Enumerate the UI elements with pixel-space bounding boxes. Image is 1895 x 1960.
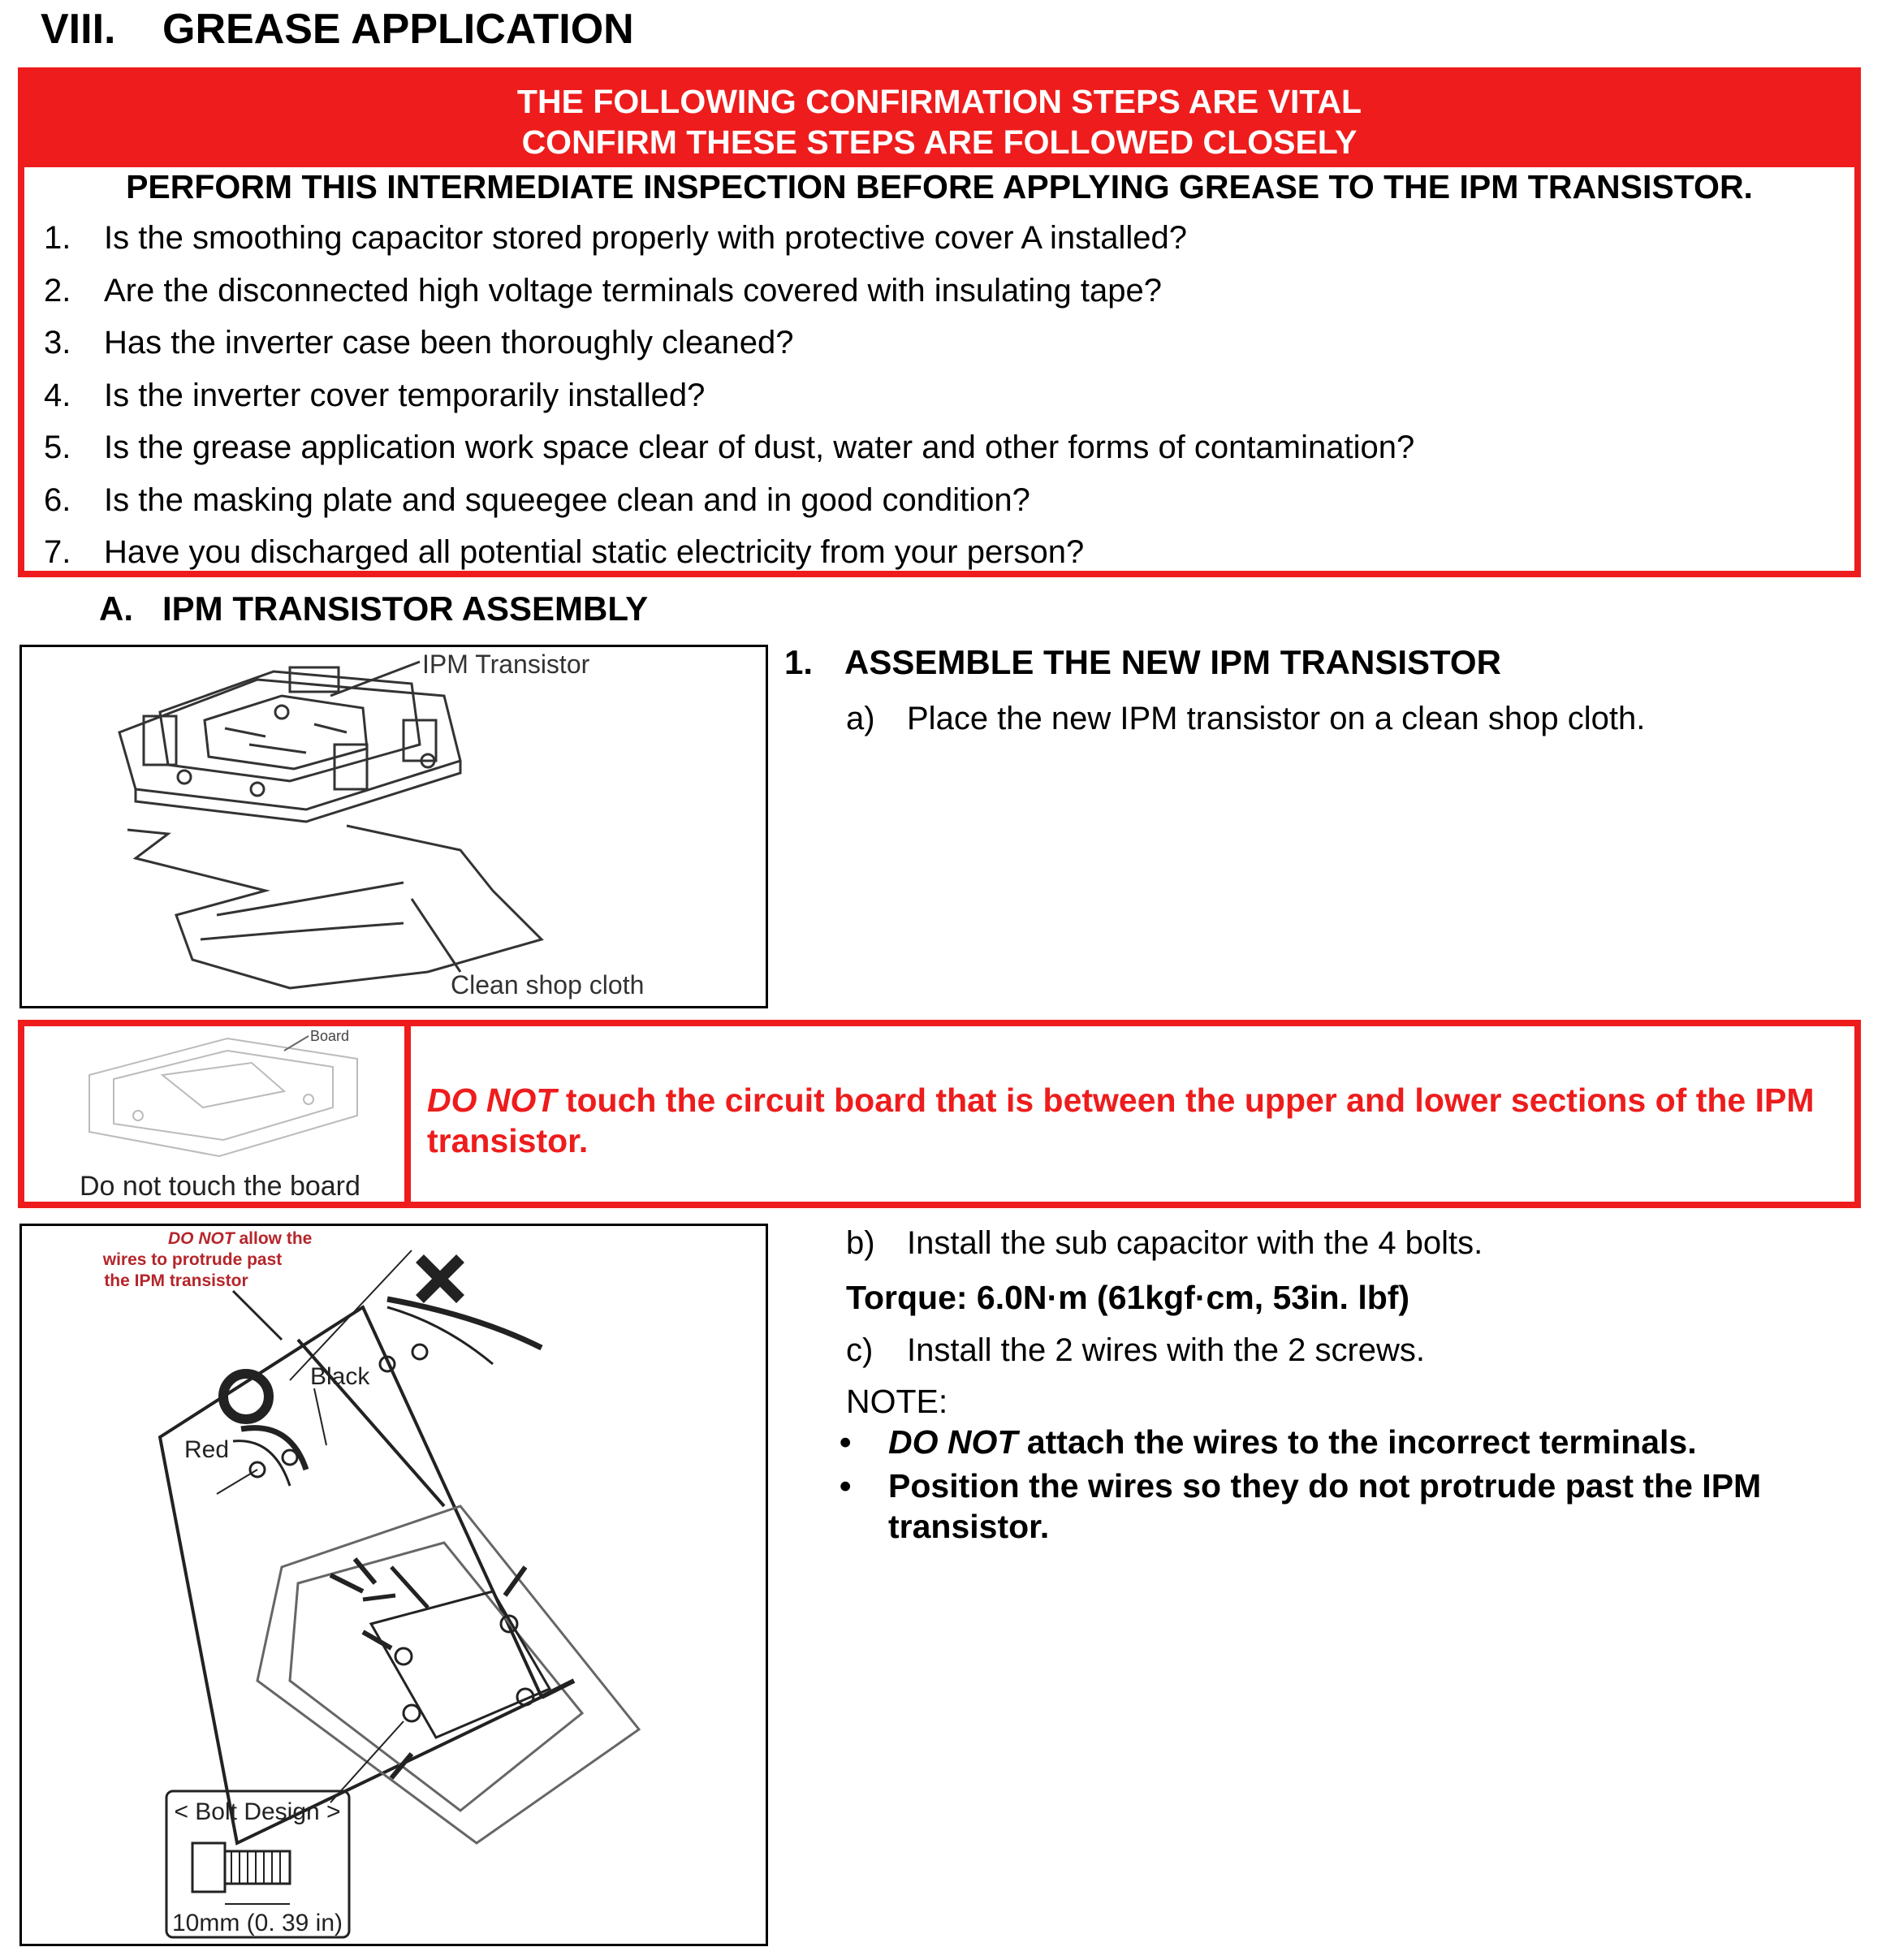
screw bbox=[412, 1345, 427, 1359]
screw bbox=[283, 1450, 297, 1465]
wire-black bbox=[241, 1428, 306, 1470]
figure-warning-line-3: the IPM transistor bbox=[104, 1271, 248, 1290]
warning-line-1: THE FOLLOWING CONFIRMATION STEPS ARE VITAL bbox=[516, 83, 1362, 120]
figure-ipm-on-cloth bbox=[19, 645, 768, 1008]
section-title-text: GREASE APPLICATION bbox=[162, 6, 634, 53]
cloth-fold bbox=[217, 883, 404, 915]
board-label: Board bbox=[310, 1028, 350, 1044]
sub-capacitor bbox=[371, 1591, 550, 1738]
ipm-on-cloth-illustration bbox=[22, 647, 766, 1006]
caution-box bbox=[18, 1020, 1861, 1208]
checklist-item: 3. Has the inverter case been thoroughly cleaned? bbox=[44, 325, 794, 360]
wire-installed bbox=[363, 1567, 428, 1608]
caution-text: DO NOT touch the circuit board that is between the upper and lower sections of the IPM transistor. bbox=[427, 1081, 1815, 1159]
bolt-design-label: < Bolt Design > bbox=[174, 1798, 341, 1825]
bolt bbox=[404, 1705, 420, 1721]
ipm-body bbox=[257, 1506, 639, 1843]
board-outline bbox=[89, 1038, 357, 1156]
torque-spec: Torque: 6.0N·m (61kgf·cm, 53in. lbf) bbox=[846, 1279, 1410, 1316]
subsection-heading: A. IPM TRANSISTOR ASSEMBLY bbox=[99, 589, 649, 628]
bolt-hole bbox=[178, 771, 191, 784]
wire-protruding bbox=[387, 1307, 493, 1364]
leader-line bbox=[314, 1388, 326, 1445]
figure-label-clean-shop-cloth: Clean shop cloth bbox=[451, 970, 645, 999]
confirmation-warning-box bbox=[18, 67, 1861, 577]
inspection-instruction: PERFORM THIS INTERMEDIATE INSPECTION BEFORE APPLYING GREASE TO THE IPM TRANSISTOR. bbox=[126, 168, 1753, 205]
sub-capacitor-illustration bbox=[22, 1226, 766, 1944]
leader-line bbox=[217, 1470, 257, 1494]
section-title bbox=[41, 5, 634, 54]
bolt-thread bbox=[231, 1851, 280, 1884]
checklist-item: 2. Are the disconnected high voltage terminals covered with insulating tape? bbox=[44, 272, 1163, 309]
cloth-fold bbox=[201, 923, 404, 939]
note-label: NOTE: bbox=[846, 1383, 948, 1420]
board-inner bbox=[114, 1051, 333, 1140]
arrow-icon bbox=[330, 1575, 363, 1591]
section-number: VIII. bbox=[41, 6, 116, 53]
checklist-item: 6. Is the masking plate and squeegee clean and in good condition? bbox=[44, 481, 1030, 518]
leader-line bbox=[412, 899, 460, 972]
checklist-item: 1. Is the smoothing capacitor stored properly with protective cover A installed? bbox=[44, 220, 1188, 256]
leader-line bbox=[233, 1291, 282, 1340]
figure-warning-line-1: DO NOT allow the bbox=[168, 1229, 313, 1248]
step-1-heading: 1. ASSEMBLE THE NEW IPM TRANSISTOR bbox=[784, 643, 1501, 681]
warning-line-2: CONFIRM THESE STEPS ARE FOLLOWED CLOSELY bbox=[521, 123, 1358, 161]
cloth-outline bbox=[127, 826, 542, 988]
bolt-head bbox=[192, 1843, 225, 1892]
ipm-tab bbox=[144, 716, 176, 765]
note-item: • Position the wires so they do not protrude past the IPM transistor. bbox=[840, 1467, 1762, 1545]
warning-banner bbox=[24, 74, 1854, 167]
step-1b: b) Install the sub capacitor with the 4 bolts. bbox=[846, 1225, 1483, 1261]
wire-protruding bbox=[387, 1299, 542, 1348]
arrow-icon bbox=[505, 1567, 525, 1595]
ipm-body-inner bbox=[290, 1543, 582, 1811]
bolt-size-label: 10mm (0. 39 in) bbox=[171, 1910, 343, 1936]
caution-divider bbox=[404, 1026, 411, 1202]
bolt-hole bbox=[133, 1111, 143, 1120]
do-not-touch-caption: Do not touch the board bbox=[80, 1171, 360, 1201]
ipm-tab bbox=[290, 667, 339, 692]
bolt-hole bbox=[304, 1094, 313, 1104]
board-detail bbox=[162, 1063, 284, 1107]
figure-warning-line-2: wires to protrude past bbox=[102, 1250, 283, 1269]
label-red: Red bbox=[184, 1436, 230, 1463]
label-black: Black bbox=[310, 1363, 370, 1390]
do-not-touch-board-illustration bbox=[41, 1026, 398, 1201]
ipm-detail bbox=[225, 724, 347, 753]
step-1a: a) Place the new IPM transistor on a clean shop cloth. bbox=[846, 701, 1646, 736]
note-list bbox=[840, 1422, 1854, 1550]
checklist-item: 4. Is the inverter cover temporarily installed? bbox=[44, 377, 706, 413]
inspection-checklist bbox=[44, 218, 1414, 585]
bolt-hole bbox=[251, 783, 264, 796]
step-1c: c) Install the 2 wires with the 2 screws. bbox=[846, 1332, 1426, 1368]
figure-label-ipm-transistor: IPM Transistor bbox=[422, 650, 590, 679]
checklist-item: 5. Is the grease application work space clear of dust, water and other forms of contamination? bbox=[44, 430, 1415, 465]
checklist-item: 7. Have you discharged all potential static electricity from your person? bbox=[44, 534, 1085, 570]
figure-sub-capacitor-install bbox=[19, 1224, 768, 1946]
bolt-hole bbox=[275, 706, 288, 719]
note-item: • DO NOT attach the wires to the incorrect terminals. bbox=[840, 1423, 1697, 1461]
bolt bbox=[395, 1648, 412, 1664]
caution-emphasis: DO NOT bbox=[427, 1081, 557, 1119]
